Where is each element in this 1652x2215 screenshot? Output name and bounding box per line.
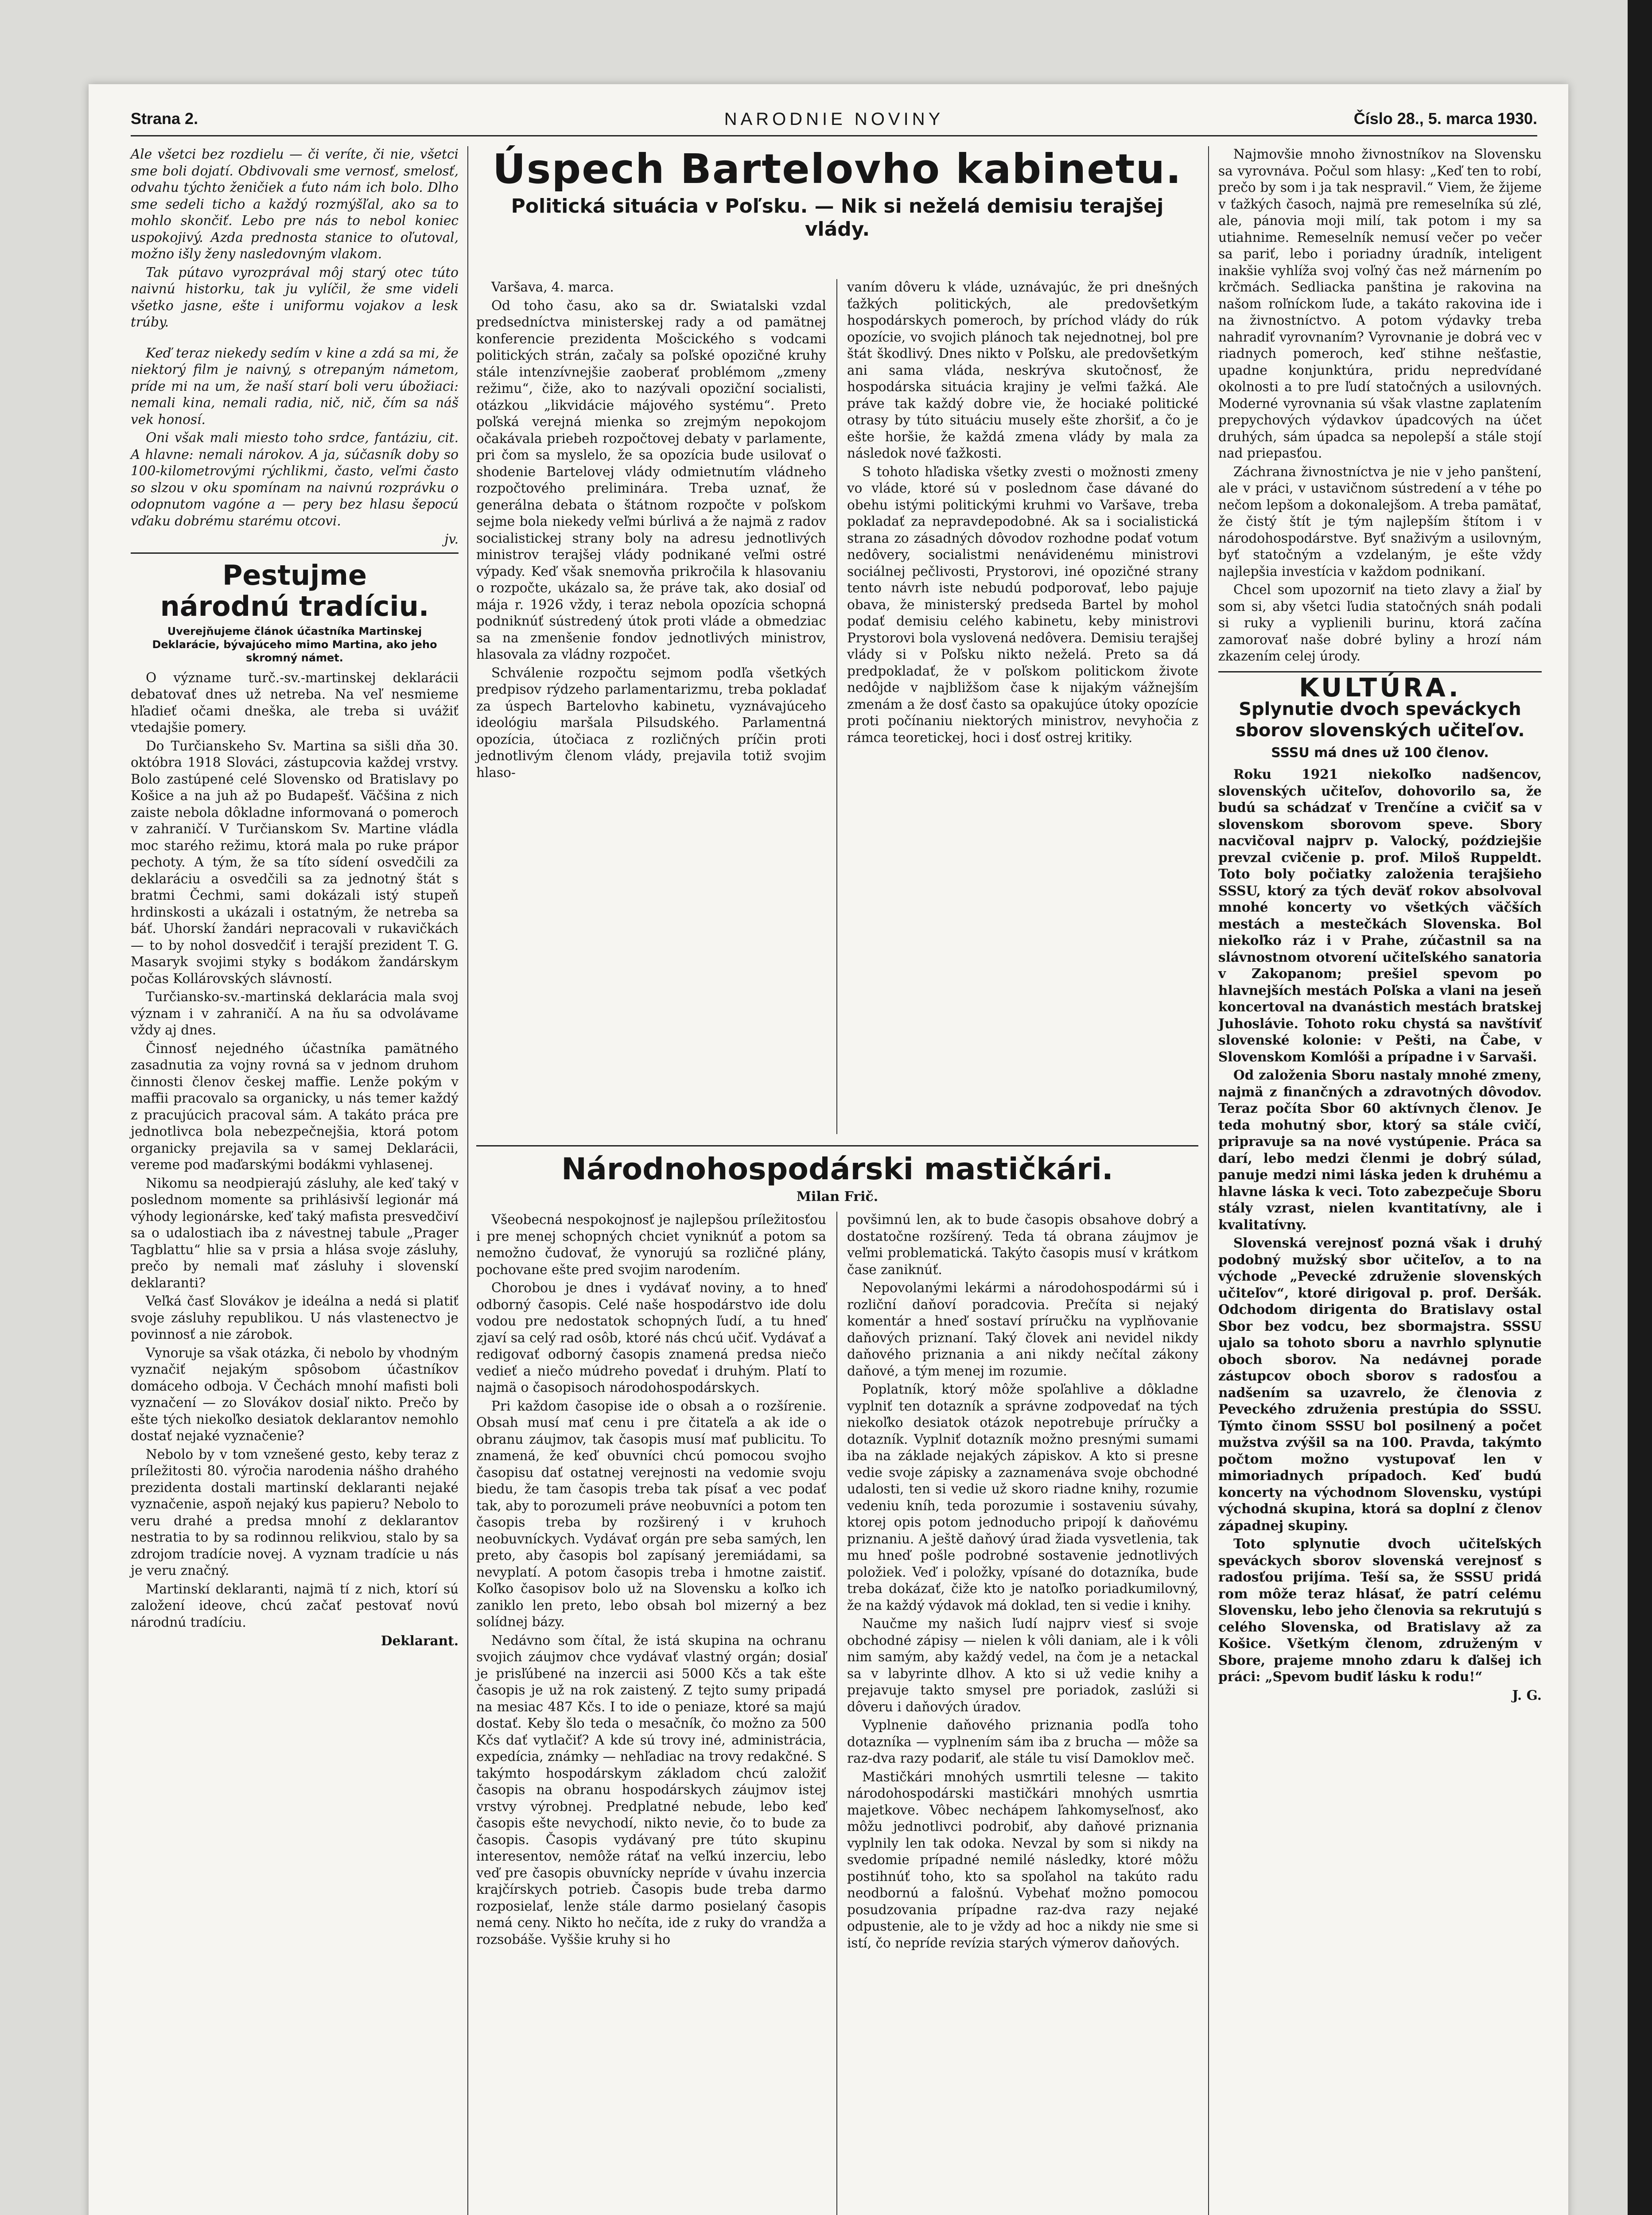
mastickari-para: Nepovolanými lekármi a národohospodármi sú i rozliční daňoví poradcovia. Prečíta si nejaký komentár a hneď sostaví príručku na vyplňovanie daňových priznaní. Taký človek ani nevidel nikdy daňového priznania a ani nikdy nečítal zákony daňové, a tým menej im rozumie. [847, 1280, 1198, 1379]
uspech-para: Schválenie rozpočtu sejmom podľa všetkých predpisov rýdzeho parlamentarizmu, treba pokladať za úspech Bartelovho kabinetu, vyznávajúceho ideológiu maršala Pilsudského. Parlamentná opozícia, útočiaca z rozličných príčin proti jednotlivým členom vlády, prejavila totiž svojim hlaso- [476, 665, 826, 780]
mastickari-para: Poplatník, ktorý môže spoľahlive a dôkladne vyplniť ten dotazník a správne zodpovedať na tých niekoľko desiatok otázok nepotrebuje príručky a dotazník. Vyplniť dotazník možno presnými sumami iba na základe nejakých zápiskov. A kto si presne vedie svoje zápisky a zaznamenáva svoje obchodné udalosti, ten si vedie už skoro riadne knihy, rozumie vedeniu kníh, teda porozumie i sostaveniu súvahy, ktorej opis potom jednoducho pripojí k daňovému priznaniu. A ještě daňový úrad žiada vysvetlenia, tak mu hneď pošle podrobné sostavenie jednotlivých položiek. Veď i položky, vpísané do dotazníka, bude treba dokázať, čiže kto je natoľko poriadkumilovný, že na každý výdavok má doklad, ten si vedie i knihy. [847, 1382, 1198, 1613]
mastickari-column-a [476, 1212, 826, 1950]
uspech-article [476, 146, 1198, 245]
pestujme-para: O význame turč.-sv.-martinskej deklarácii debatovať dnes už netreba. Na veľ nesmieme hľadieť očami dneška, ale treba si uvážiť vtedajšie pomery. [131, 670, 459, 735]
column-1 [131, 146, 459, 1651]
kultura-heading: KULTÚRA. [1299, 672, 1461, 703]
pestujme-title-2: národnú tradíciu. [160, 590, 429, 622]
page-edge [1628, 0, 1652, 2215]
col4-para: Najmovšie mnoho živnostníkov na Slovensku sa vyrovnáva. Počul som hlasy: „Keď ten to robí, prečo by som i ja tak nespravil.“ Viem, že žijeme v ťažkých časoch, najmä pre remeselníka sú zlé, ale, pánovia moji milí, tak potom i my sa utiahnime. Remeselník nemusí večer po večer sa pariť, lebo i poriadny úradník, inteligent inakšie vyhlíža svoj voľný čas než márnením po krčmách. Sedliacka panština je rakovina na našom roľníckom ľude, a takáto rakovina ide i na živnostníctvo. A potom výdavky treba nahradiť vyrovnaním? Vyrovnanie je dobrá vec v riadnych pomeroch, keď stihne nešťastie, upadne konjunktúra, pridu nepredvídané okolnosti a to pre ľudí statočných a usilovných. Moderné vyrovnania sú však vlastne zaplatením prepychových výdavkov úpadcových na účet druhých, sám úpadca sa nepolepší a stále stojí nad priepasťou. [1218, 147, 1542, 461]
mastickari-title: Národnohospodárski mastičkári. [561, 1152, 1113, 1187]
page-number: Strana 2. [131, 109, 198, 128]
mastickari-para: Naučme my našich ľudí najprv viesť si svoje obchodné zápisy — nielen k vôli daniam, ale i k vôli nim samým, aby každý vedel, na čom je a netackal sa v labyrinte dlhov. A kto si už vedie knihy a prejavuje takto smysel pre poriadok, zaslúži si dôveru i daňových úradov. [847, 1616, 1198, 1714]
kultura-body [1218, 766, 1542, 1703]
uspech-para: vaním dôveru k vláde, uznávajúc, že pri dnešných ťažkých politických, ale predovšetkým hospodárskych pomeroch, by príchod vlády do rúk opozície, vo svojich plánoch tak nejednotnej, bol pre štát škodlivý. Dnes nikto v Poľsku, ale predovšetkým ani sama vláda, neskrýva skutočnosť, že hospodárska situácia krajiny je veľmi ťažká. Ale práve tak každý dobre vie, že hociaké politické otrasy by túto situáciu musely ešte zhoršiť, a čo je ešte horšie, že každá zmena vlády by mala za následok nové ťažkosti. [847, 280, 1198, 461]
mastickari-article [476, 1152, 1198, 1205]
mastickari-para: Vyplnenie daňového priznania podľa toho dotazníka — vyplnením sám iba z brucha — môže sa raz-dva razy podariť, ale stále tu visí Damoklov meč. [847, 1718, 1198, 1766]
kultura-title: Splynutie dvoch speváckych sborov slovenských učiteľov. [1235, 699, 1525, 741]
pestujme-para: Veľká časť Slovákov je ideálna a nedá si platiť svoje zásluhy republikou. U nás vlastenectvo je povinnosť a nie zárobok. [131, 1294, 459, 1342]
uspech-column-b [847, 279, 1198, 748]
uspech-title: Úspech Bartelovho kabinetu. [492, 145, 1182, 193]
story-para: Ale všetci bez rozdielu — či veríte, či nie, všetci sme boli dojatí. Obdivovali sme vernosť, smelosť, odvahu týchto ženičiek a ťuto nám ich bolo. Dlho sme sedeli ticho a každý rozmýšľal, ako sa to mohlo skončiť. Lebo pre nás to nebol koniec uspokojivý. Azda prednosta stanice to oľutoval, možno išly ženy nasledovným vlakom. [131, 147, 459, 261]
uspech-column-a [476, 279, 826, 783]
mastickari-para: Všeobecná nespokojnosť je najlepšou príležitosťou i pre menej schopných chciet vyniknúť a potom sa nemožno čudovať, že vynorujú sa rozličné plány, pochovane ešte pred svojim narodením. [476, 1212, 826, 1277]
story-para: Keď teraz niekedy sedím v kine a zdá sa mi, že niektorý film je naivný, s otrepaným námetom, príde mi na um, že naší starí boli veru úbožiaci: nemali kina, nemali radia, nič, nič, čím sa náš vek honosí. [131, 345, 459, 427]
newspaper-name: NARODNIE NOVINY [724, 109, 944, 129]
uspech-subtitle: Politická situácia v Poľsku. — Nik si neželá demisiu terajšej vlády. [511, 195, 1164, 241]
newspaper-page [89, 84, 1568, 2215]
col4-para: Záchrana živnostníctva je nie v jeho panštení, ale v práci, v ustavičnom sústredení a v téhe po nečom lepšom a dokonalejšom. A treba pamätať, že čistý štít je tým najlepším štítom i v národohospodárstve. Byť snaživým a usilovným, byť statočným a vzdelaným, je ešte vždy najlepšia investícia v každom podnikaní. [1218, 464, 1542, 579]
story-signature: jv. [444, 532, 459, 547]
kultura-para: Roku 1921 niekoľko nadšencov, slovenských učiteľov, dohovorilo sa, že budú sa schádzať v Trenčíne a cvičiť sa v slovenskom sborovom speve. Sbory nacvičoval najprv p. Valocký, poździejšie prevzal cvičenie p. prof. Miloš Ruppeldt. Toto boly počiatky založenia terajšieho SSSU, ktorý za tých deväť rokov absolvoval mnohé koncerty vo všetkých väčších mestách a mestečkách Slovenska. Bol niekoľko ráz i v Prahe, zúčastnil sa na slávnostnom otvorení učiteľského sanatoria v Zakopanom; prešiel spevom po hlavnejších mestách Poľska a vlani na jeseň koncertoval na dvanástich mestách bratskej Juhoslávie. Tohoto roku chystá sa navštíviť slovenské kolonie: v Pešti, na Čabe, v Slovenskom Komlóši a prípadne i v Sarvaši. [1218, 766, 1542, 1065]
column-rule [1208, 146, 1209, 2215]
section-divider [476, 1145, 1198, 1146]
pestujme-para: Nebolo by v tom vznešené gesto, keby teraz z príležitosti 80. výročia narodenia nášho drahého prezidenta dostali martinskí deklaranti nejaké vyznačenie, aspoň nejaký kus papieru? Nebolo to veru drahé a predsa mnohí z deklarantov nestratia to by sa rodinnou relikviou, stalo by sa zdrojom tradície novej. A vyznam tradície u nás je veru značný. [131, 1446, 459, 1578]
uspech-para: Od toho času, ako sa dr. Swiatalski vzdal predsedníctva ministerskej rady a od pamätnej konferencie prezidenta Mošcického s vodcami politických strán, začaly sa poľské opozičné kruhy stále intenzívnejšie zaoberať problémom „zmeny režimu“, čiže, ako to nazývali opoziční socialisti, otázkou „likvidácie májového systému“. Preto poľská verejná mienka so zrejmým nepokojom očakávala priebeh rozpočtovej debaty v parlamente, pri čom sa myslelo, že sa opozícia bude usilovať o shodenie Bartelovej vlády odmietnutím vládneho rozpočtového preliminára. Treba uznať, že generálna debata o štátnom rozpočte v poľskom sejme bola niekedy veľmi búrlivá a že najmä z radov socialistickej strany boly na adresu jednotlivých ministrov terajšej vlády podnikané veľmi ostré výpady. Keď však snemovňa prikročila k hlasovaniu o rozpočte, ukázalo sa, že práve tak, ako dosiaľ od mája r. 1926 vždy, i teraz nebola opozícia schopná podniknúť sústredený útok proti vláde a obmedziac sa na zmenšenie fondov jednotlivých ministrov, hlasovala za vládny rozpočet. [476, 298, 826, 662]
uspech-para: S tohoto hľadiska všetky zvesti o možnosti zmeny vo vláde, ktoré sú v poslednom čase dávané do obehu istými politickými kruhmi vo Varšave, treba pokladať za nepravdepodobné. Ak sa i socialistická strana zo zásadných dôvodov rozhodne podať votum nedôvery, socialistmi nenávidenému ministrovi sociálnej pečlivosti, Prystorovi, iné opozičné strany tento návrh iste nebudú podporovať, lebo pajuje obava, že ministerský predseda Bartel by mohol podať demisiu celého kabinetu, keby ministrovi Prystorovi bola vyslovená nedôvera. Demisiu terajšej vlády si v Poľsku nikto neželá. Preto sa dá predpokladať, že v poľskom politickom živote nedôjde v najbližšom čase k nijakým vážnejším zmenám a že dosť často sa opakujúce útoky opozície proti počínaniu niektorých ministrov, nevyhočia z rámca teoretickej, hoci i dosť ostrej kritiky. [847, 464, 1198, 745]
pestujme-para: Nikomu sa neodpierajú zásluhy, ale keď taký v poslednom momente sa prihlásivší legionár má výhody legionárske, keď taký mafista presvedčiví sa o udalostiach iba z návestnej tabule „Prager Tagblattu“ hlie sa v prsia a hlása svoje zásluhy, prečo by nemali mať zásluhy i slovenskí deklaranti? [131, 1175, 459, 1290]
issue-date: Číslo 28., 5. marca 1930. [1353, 109, 1537, 128]
kultura-para: Od založenia Sboru nastaly mnohé zmeny, najmä z finančných a zdravotných dôvodov. Teraz počíta Sbor 60 aktívnych členov. Je teda mohutný sbor, ktorý sa stále cvičí, pripravuje sa na nové vystúpenie. Práca sa darí, lebo medzi členmi je dobrý súlad, panuje medzi nimi láska jeden k druhému a hlavne láska k veci. Toto zabezpečuje Sboru stály vzrast, nielen kvantitatívny, ale i kvalitatívny. [1218, 1067, 1542, 1232]
pestujme-para: Do Turčianskeho Sv. Martina sa sišli dňa 30. októbra 1918 Slováci, zástupcovia každej vrstvy. Bolo zastúpené celé Slovensko od Bratislavy po Košice a na juh až po Budapešť. Väčšina z nich zaiste nebola dôkladne informovaná o pomeroch v zahraničí. V Turčianskom Sv. Martine vládla moc starého režimu, ktorá mala po ruke prápor pechoty. A tým, že sa títo sídení osvedčili za deklaráciu a osvedčili sa za jednotný štát s bratmi Čechmi, sami dokázali istý stupeň hrdinskosti a ukázali i ostatným, že netreba sa báť. Uhorskí žandári nepracovali v rukavičkách — to by nohol dosvedčiť i terajší prezident T. G. Masaryk svojimi styky s bodákom žandárskym počas Kollárovských slávností. [131, 738, 459, 986]
kultura-para: Toto splynutie dvoch učiteľských speváckych sborov slovenská verejnosť s radosťou prijíma. Teší sa, že SSSU pridá rom môže teraz hlásať, že patrí celému Slovensku, lebo jeho členovia sa rekrutujú s celého Slovenska, od Bratislavy až za Košice. Všetkým členom, združeným v Sbore, prajeme mnoho zdaru k ďalšej ich práci: „Spevom budiť lásku k rodu!“ [1218, 1536, 1542, 1684]
kultura-subtitle: SSSU má dnes už 100 členov. [1271, 745, 1489, 761]
column-4 [1218, 146, 1542, 1705]
kultura-para: Slovenská verejnosť pozná však i druhý podobný mužský sbor učiteľov, a to na východe „Pevecké združenie slovenských učiteľov“, ktoré dirigoval p. prof. Deršák. Odchodom dirigenta do Bratislavy ostal Sbor bez vodcu, bez sbormajstra. SSSU ujalo sa tohoto sboru a navrhlo splynutie oboch sborov. Na nedávnej porade zástupcov oboch sborov s radosťou a nadšením sa uzavrelo, že členovia z Peveckého združenia prestúpia do SSSU. Týmto činom SSSU bol posilnený a počet mužstva zvýšil sa na 100. Pravda, takýmto počtom možno vystupovať len v mimoriadnych prípadoch. Keď budú koncerty na východnom Slovensku, vystúpi východná skupina, ktorá sa doplní z členov západnej skupiny. [1218, 1235, 1542, 1533]
column-rule [467, 146, 468, 2215]
mastickari-para: Chorobou je dnes i vydávať noviny, a to hneď odborný časopis. Celé naše hospodárstvo ide dolu vodou pre nedostatok schopných ľudí, a tu hneď zjaví sa celý rad osôb, ktoré nás chcú učiť. Vydávať a redigovať odborný časopis znamená predsa niečo vedieť a niečo múdreho povedať i druhým. Platí to najmä o časopisoch národohospodárskych. [476, 1280, 826, 1395]
uspech-dateline: Varšava, 4. marca. [491, 280, 614, 295]
mastickari-para: povšimnú len, ak to bude časopis obsahove dobrý a dostatočne rozšírený. Teda tá obrana záujmov je veľmi problematická. Takýto časopis musí v krátkom čase zaniknúť. [847, 1212, 1198, 1277]
pestujme-para: Turčiansko-sv.-martinská deklarácia mala svoj význam i v zahraničí. A na ňu sa odvolávame vždy aj dnes. [131, 989, 459, 1038]
divider [131, 552, 459, 554]
pestujme-signature: Deklarant. [381, 1633, 459, 1648]
pestujme-para: Martinskí deklaranti, najmä tí z nich, ktorí sú založení ideove, chcú začať pestovať novú národnú tradíciu. [131, 1581, 459, 1630]
mastickari-column-b [847, 1212, 1198, 1953]
pestujme-para: Vynoruje sa však otázka, či nebolo by vhodným vyznačiť nejakým spôsobom účastníkov domáceho odboja. V Čechách mnohí mafisti boli vyznačení — zo Slovákov dosiaľ nikto. Prečo by ešte tých niekoľko desiatok deklarantov nemohlo dostať nejaké vyznačenie? [131, 1345, 459, 1443]
mastickari-para: Mastičkári mnohých usmrtili telesne — takito národohospodárski mastičkári mnohých usmrtia majetkove. Vôbec nechápem ľahkomyseľnosť, ako môžu jednotlivci podrobiť, aby daňové priznania vyplnily len tak odoka. Nevzal by som si nikdy na svedomie prípadné nemilé následky, ktoré môžu postihnúť toho, kto sa spoľahol na takúto radu neodbornú a falošnú. Vybehať možno pomocou posudzovania prípadne raz-dva razy nejaké odpustenie, ale to je vždy ad hoc a nikdy nie sme si istí, čo nepríde revízia starých výmerov daňových. [847, 1769, 1198, 1951]
mastickari-para: Pri každom časopise ide o obsah a o rozšírenie. Obsah musí mať cenu i pre čitateľa a ak ide o obranu záujmov, tak časopis musí mať publicitu. To znamená, že keď obuvníci chcú pomocou svojho časopisu dať ostatnej verejnosti na vedomie svoju biedu, že tam časopis treba tak písať a vec podať tak, aby to porozumeli práve neobuvníci a potom ten časopis treba by rozširený i v kruhoch neobuvníckych. Vydávať orgán pre seba samých, len preto, aby časopis bol zapísaný jeremiádami, sa nevyplatí. A potom časopis treba i hmotne zaistiť. Koľko časopisov bolo už na Slovensku a koľko ich zaniklo len preto, lebo obsah bol mizerný a bez solídnej bázy. [476, 1398, 826, 1629]
pestujme-para: Činnosť nejedného účastníka pamätného zasadnutia za vojny rovná sa v jednom druhom činnosti členov českej maffie. Lenže pokým v maffii pracovalo sa organicky, u nás temer každý z pracujúcich pracoval sám. A takáto práca pre jednotlivca bola nebezpečnejšia, ktorá potom organicky prejavila sa v samej Deklarácii, vereme pod maďarskými bodákmi vyhlasenej. [131, 1041, 459, 1172]
mastickari-para: Nedávno som čítal, že istá skupina na ochranu svojich záujmov chce vydávať vlastný orgán; dosiaľ je prisľúbené na inzercii asi 5000 Kčs a tak ešte časopis je už na rok zaistený. Z tejto sumy pripadá na mesiac 487 Kčs. I to ide o peniaze, ktoré sa majú dostať. Keby šlo teda o mesačník, čo možno za 500 Kčs dať vytlačiť? A kde sú trovy iné, administrácia, expedícia, známky — nehľadiac na trovy redakčné. S takýmto hospodárskym základom chcú založiť časopis na obranu hospodárskych záujmov istej vrstvy výrobnej. Predplatné nebude, lebo keď časopis ešte nevychodí, nikto nevie, čo to bude za časopis. Časopis vydávaný pre túto skupinu interesentov, nemôže rátať na veľkú inzerciu, lebo veď pre časopis obuvnícky nepríde v úvahu inzercia krajčírskych potrieb. Časopis bude treba darmo rozposielať, lenže stále darmo posielaný časopis nemá ceny. Nikto ho nečíta, ide z ruky do vrandža a rozsobáše. Vyššie kruhy si ho [476, 1632, 826, 1947]
pestujme-note: Uverejňujeme článok účastníka Martinskej Deklarácie, bývajúceho mimo Martina, ako jeho skromný námet. [152, 625, 437, 664]
column-rule [836, 279, 837, 1134]
story-para: Oni však mali miesto toho srdce, fantáziu, cit. A hlavne: nemali nárokov. A ja, súčasník doby so 100-kilometrovými rýchlikmi, často, veľmi často so slzou v oku spomínam na naivnú rozprávku o odopnutom vagóne a — pery bez hlasu šepocú vďaku dobrému starému otcovi. [131, 430, 459, 528]
story-ending [131, 146, 459, 548]
kultura-signature: J. G. [1512, 1687, 1542, 1703]
mastickari-byline: Milan Frič. [796, 1189, 878, 1205]
col4-para: Chcel som upozorniť na tieto zlavy a žiaľ by som si, aby všetci ľudia statočných snáh podali si ruky a vyplienili burinu, ktorá začína zamorovať naše dobré byliny a hrozí nám zkazením celej úrody. [1218, 582, 1542, 664]
story-para: Tak pútavo vyrozprával môj starý otec túto naivnú historku, tak ju vylíčil, že sme videli všetko jasne, ešte i uniformu vojakov a lesk trúby. [131, 264, 459, 330]
page-header [131, 104, 1537, 136]
pestujme-title-1: Pestujme [222, 559, 367, 591]
column-rule [836, 1212, 837, 2215]
